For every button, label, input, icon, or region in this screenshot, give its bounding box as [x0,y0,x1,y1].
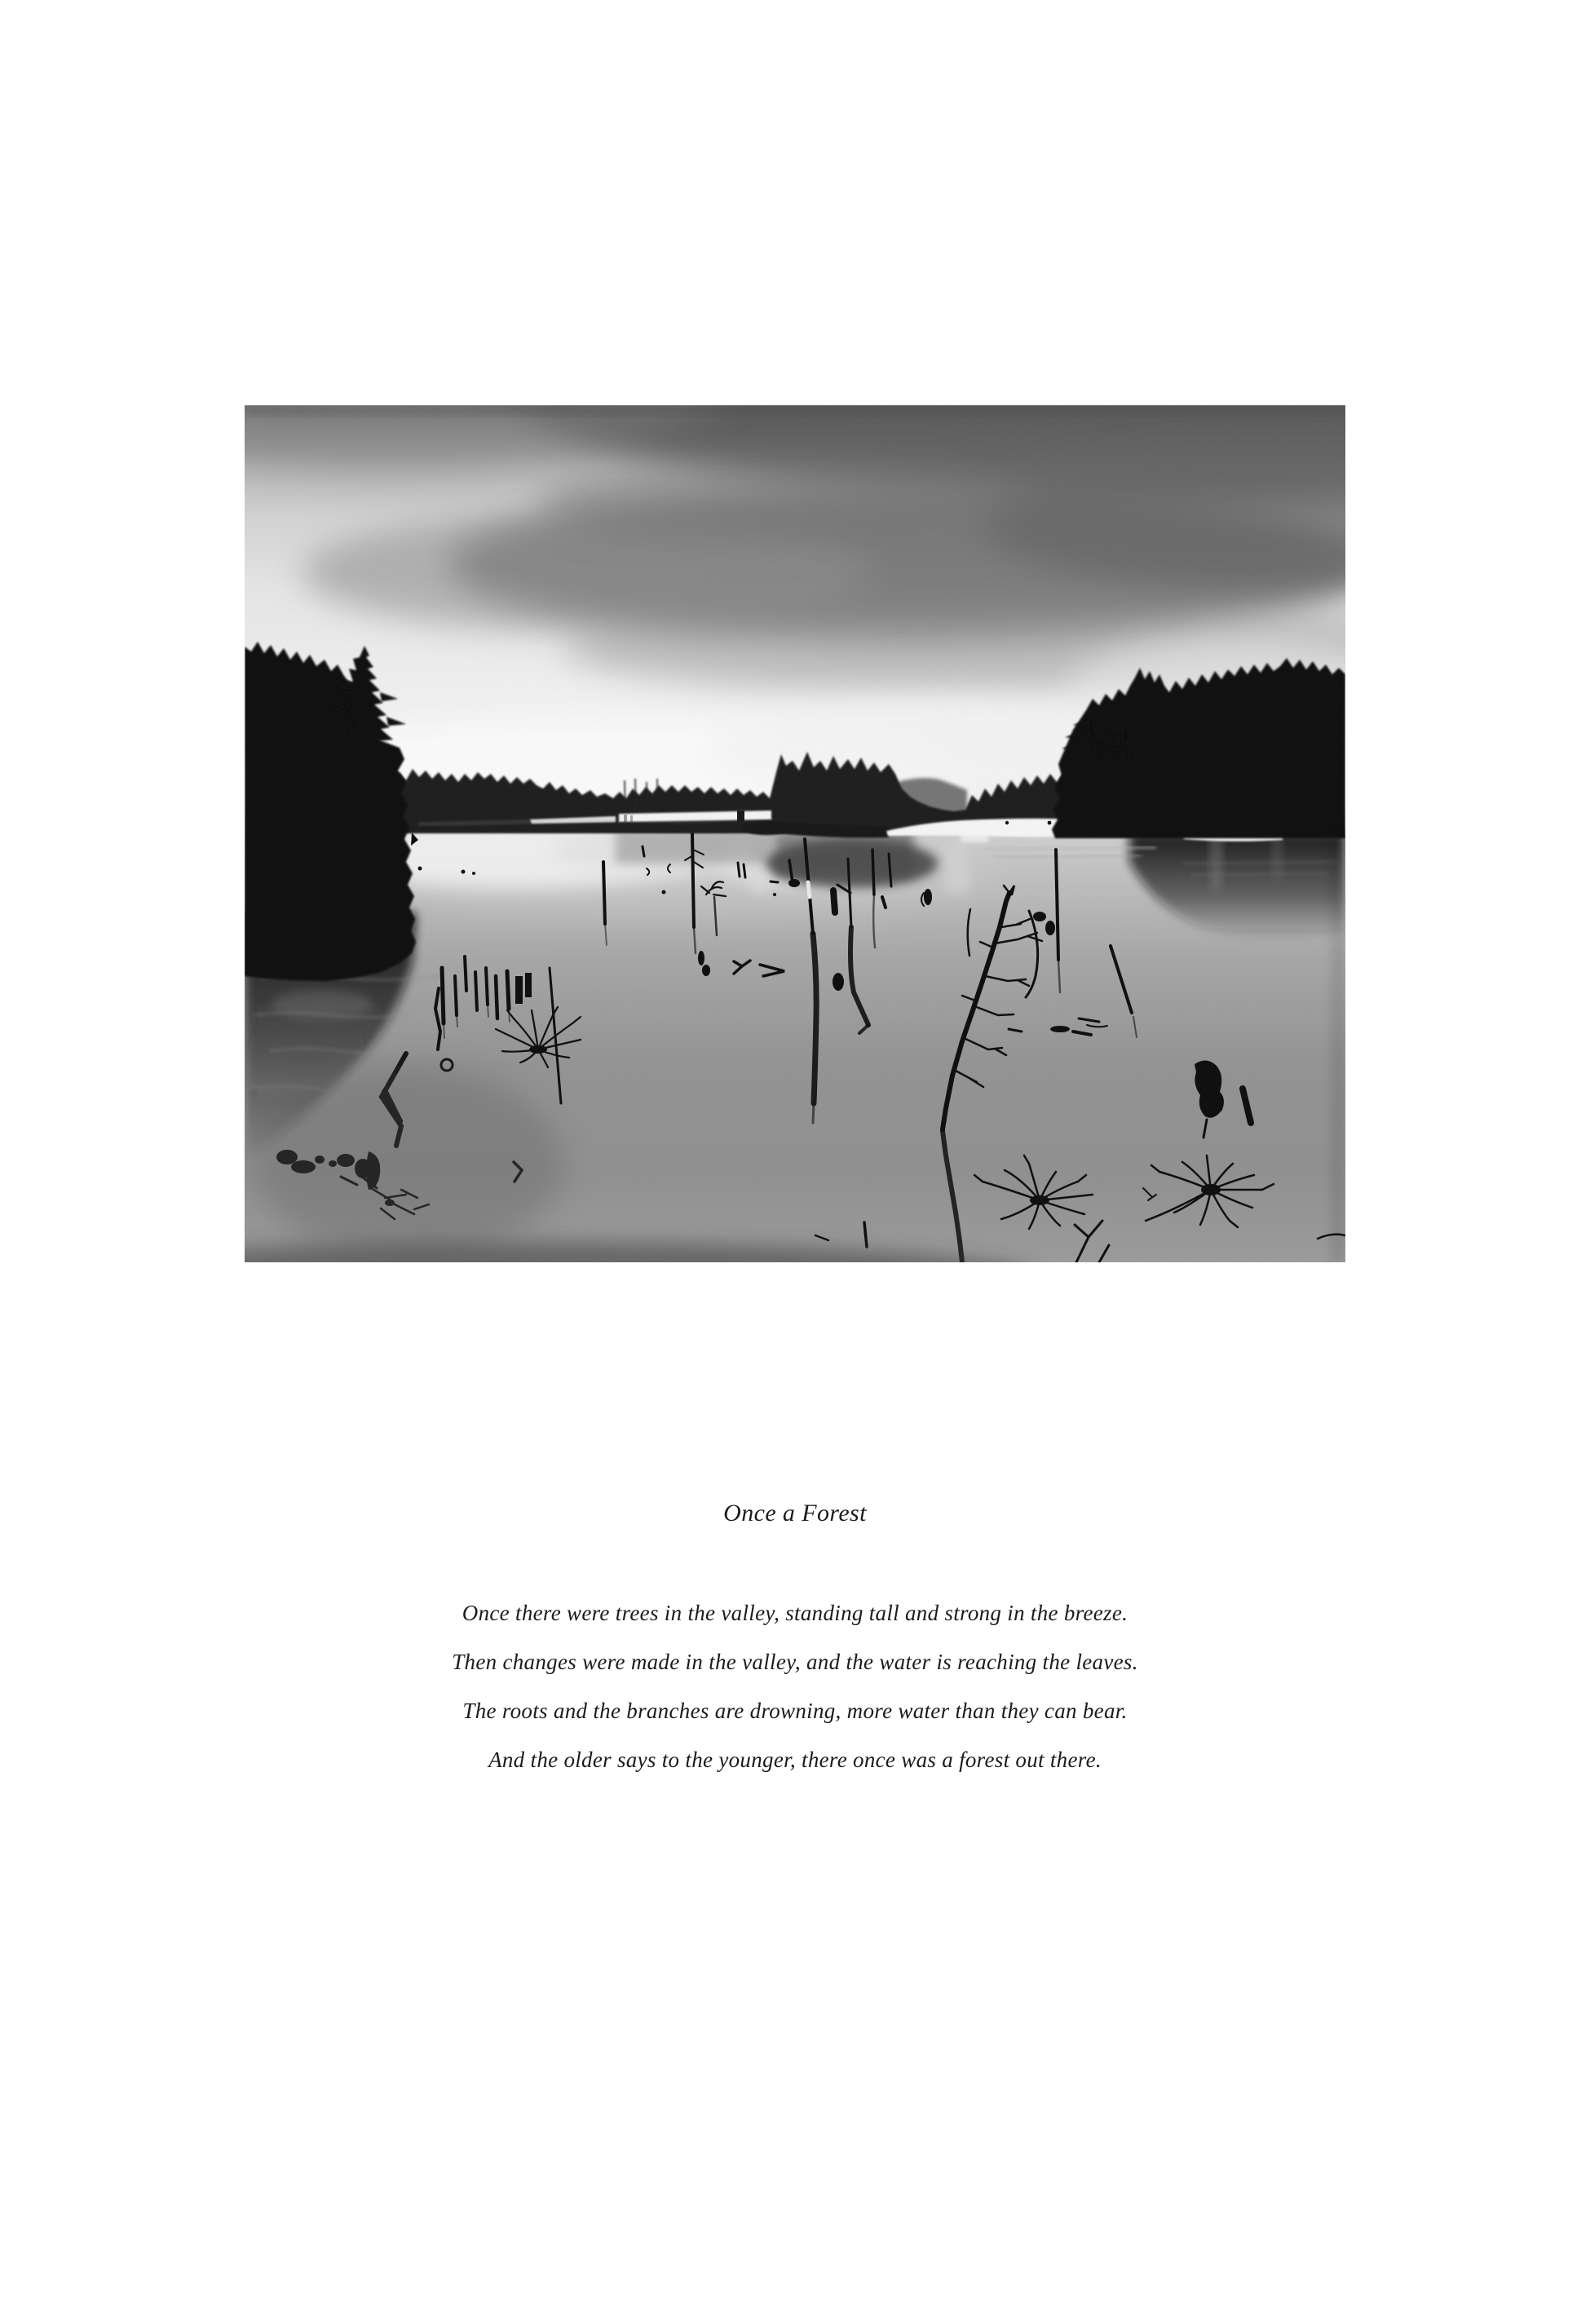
poem-title: Once a Forest [723,1500,867,1527]
poem [0,1588,1590,1784]
photo-artwork [245,405,1345,1262]
poem-line-4: And the older says to the younger, there once was a forest out there. [488,1747,1102,1772]
film-grain [245,405,1345,1262]
poem-line-1: Once there were trees in the valley, standing tall and strong in the breeze. [462,1601,1128,1625]
poem-line-3: The roots and the branches are drowning, more water than they can bear. [462,1699,1128,1723]
poem-line-2: Then changes were made in the valley, and the water is reaching the leaves. [452,1650,1138,1674]
flooded-forest-photo [245,405,1345,1262]
